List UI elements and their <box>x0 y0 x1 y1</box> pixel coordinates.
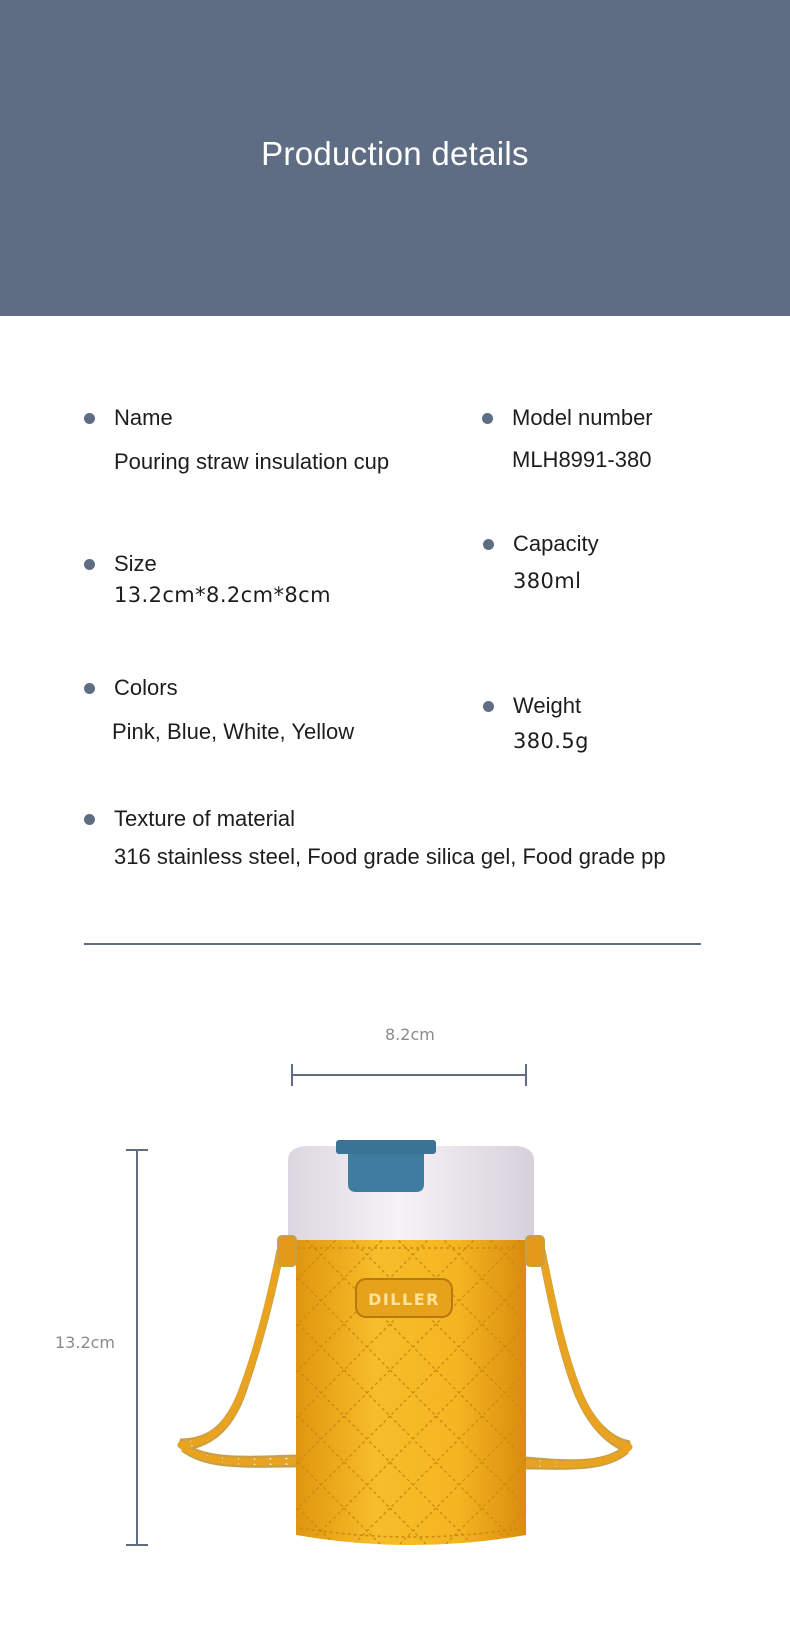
right-chain <box>526 1250 630 1468</box>
left-chain <box>180 1250 296 1466</box>
spec-size <box>114 551 331 607</box>
bullet-dot <box>483 539 494 550</box>
width-dimension-tick-right <box>525 1064 527 1086</box>
header-banner <box>0 0 790 316</box>
height-dimension-tick-bottom <box>126 1544 148 1546</box>
spec-name <box>114 405 389 475</box>
bullet-dot <box>84 413 95 424</box>
spec-weight <box>513 693 589 753</box>
spec-weight-label: Weight <box>513 693 582 718</box>
width-dimension-line <box>291 1074 527 1076</box>
width-dimension-label: 8.2cm <box>385 1025 435 1044</box>
spec-size-value: 13.2cm*8.2cm*8cm <box>114 583 331 607</box>
height-dimension-line <box>136 1149 138 1546</box>
spec-capacity-value: 380ml <box>513 569 582 593</box>
spec-material <box>114 806 666 870</box>
bullet-dot <box>483 701 494 712</box>
spec-material-value: 316 stainless steel, Food grade silica gel, Food grade pp <box>114 844 666 869</box>
spec-model-label: Model number <box>512 405 653 430</box>
left-chain-leather <box>181 1252 296 1462</box>
bullet-dot <box>84 814 95 825</box>
spec-capacity <box>513 531 599 593</box>
spec-model <box>512 405 653 473</box>
bullet-dot <box>482 413 493 424</box>
right-chain-leather <box>526 1252 629 1464</box>
brand-text: DILLER <box>368 1290 440 1309</box>
spec-name-label: Name <box>114 405 173 430</box>
bullet-dot <box>84 683 95 694</box>
spec-model-value: MLH8991-380 <box>512 447 652 472</box>
spec-colors-label: Colors <box>114 675 178 700</box>
bullet-dot <box>84 559 95 570</box>
spec-name-value: Pouring straw insulation cup <box>114 449 390 474</box>
width-dimension-tick-left <box>291 1064 293 1086</box>
spec-weight-value: 380.5g <box>513 729 589 753</box>
spec-capacity-label: Capacity <box>513 531 599 556</box>
spec-size-label: Size <box>114 551 157 576</box>
spec-colors-value: Pink, Blue, White, Yellow <box>112 719 355 744</box>
height-dimension-label: 13.2cm <box>55 1333 116 1352</box>
spec-material-label: Texture of material <box>114 806 295 831</box>
page-title: Production details <box>261 135 529 172</box>
spec-colors <box>114 675 354 745</box>
section-divider <box>84 943 701 945</box>
height-dimension-tick-top <box>126 1149 148 1151</box>
product-illustration <box>160 1140 670 1560</box>
